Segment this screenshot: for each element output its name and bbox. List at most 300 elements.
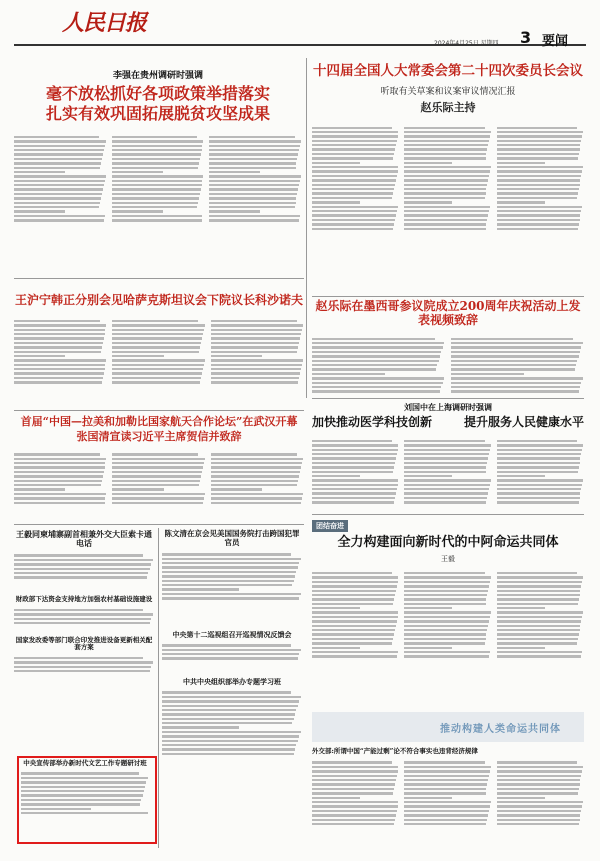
- text-line: [404, 629, 487, 631]
- commentary-byline: 王毅: [441, 554, 455, 563]
- text-line: [497, 590, 581, 592]
- text-line: [404, 192, 485, 194]
- section-divider: [14, 278, 304, 279]
- text-line: [112, 136, 197, 138]
- text-line: [497, 775, 582, 777]
- text-line: [14, 563, 151, 565]
- text-line: [312, 188, 394, 190]
- text-line: [404, 651, 490, 653]
- text-line: [14, 613, 153, 615]
- text-line: [112, 167, 198, 169]
- text-line: [14, 351, 101, 353]
- text-line: [14, 497, 105, 499]
- text-line: [209, 171, 260, 173]
- text-line: [312, 590, 396, 592]
- text-line: [14, 197, 101, 199]
- text-line: [112, 184, 202, 186]
- wang-han-body: [14, 318, 304, 414]
- text-line: [404, 201, 452, 203]
- text-line: [312, 788, 394, 790]
- text-line: [312, 475, 360, 477]
- section-divider: [14, 524, 304, 525]
- text-line: [14, 355, 65, 357]
- text-line: [162, 644, 291, 646]
- text-line: [14, 480, 102, 482]
- text-line: [497, 135, 583, 137]
- text-line: [211, 351, 298, 353]
- text-line: [451, 390, 579, 392]
- text-line: [404, 823, 486, 825]
- text-line: [162, 653, 299, 655]
- text-line: [497, 140, 582, 142]
- text-line: [312, 192, 393, 194]
- text-line: [497, 479, 583, 481]
- text-line: [312, 572, 392, 574]
- text-line: [312, 492, 396, 494]
- body-column: [312, 759, 399, 855]
- text-line: [112, 149, 202, 151]
- text-line: [312, 346, 443, 348]
- text-line: [162, 700, 299, 702]
- text-line: [112, 145, 203, 147]
- text-line: [497, 197, 577, 199]
- text-line: [497, 823, 579, 825]
- forum-story: [14, 416, 304, 531]
- text-line: [14, 368, 105, 370]
- text-line: [112, 188, 201, 190]
- text-line: [312, 488, 397, 490]
- text-line: [112, 372, 202, 374]
- text-line: [14, 333, 105, 335]
- text-line: [162, 713, 295, 715]
- text-line: [211, 355, 262, 357]
- text-line: [312, 598, 394, 600]
- text-line: [404, 462, 487, 464]
- text-line: [404, 444, 490, 446]
- text-line: [404, 633, 486, 635]
- text-line: [14, 576, 147, 578]
- text-line: [404, 228, 485, 230]
- body-column: [14, 609, 154, 625]
- text-line: [312, 633, 394, 635]
- text-line: [497, 633, 579, 635]
- text-line: [14, 153, 103, 155]
- text-line: [497, 219, 580, 221]
- text-line: [14, 462, 105, 464]
- medical-body: [312, 438, 584, 534]
- text-line: [312, 206, 398, 208]
- lead-body: [14, 134, 302, 266]
- text-line: [14, 364, 105, 366]
- text-line: [312, 360, 439, 362]
- text-line: [112, 364, 203, 366]
- highlighted-story: [21, 760, 149, 834]
- text-line: [209, 149, 299, 151]
- text-line: [312, 166, 398, 168]
- text-line: [312, 594, 395, 596]
- text-line: [404, 184, 487, 186]
- text-line: [404, 127, 484, 129]
- text-line: [209, 167, 295, 169]
- text-line: [497, 462, 580, 464]
- text-line: [211, 381, 299, 383]
- text-line: [312, 364, 437, 366]
- text-line: [404, 805, 490, 807]
- item-5-body: [162, 642, 302, 672]
- text-line: [162, 562, 299, 564]
- text-line: [14, 180, 105, 182]
- body-column: [312, 125, 399, 280]
- lead-headline-2: 扎实有效巩固拓展脱贫攻坚成果: [45, 104, 270, 124]
- text-line: [497, 484, 583, 486]
- body-column: [14, 657, 154, 673]
- text-line: [112, 337, 202, 339]
- text-line: [209, 219, 299, 221]
- text-line: [112, 342, 201, 344]
- text-line: [211, 471, 301, 473]
- text-line: [211, 488, 262, 490]
- text-line: [497, 449, 583, 451]
- text-line: [312, 484, 398, 486]
- item-3-body: [14, 607, 154, 633]
- text-line: [162, 691, 291, 693]
- text-line: [404, 471, 485, 473]
- text-line: [404, 219, 487, 221]
- item-6-body: [162, 689, 302, 789]
- lead-kicker: 李强在贵州调研时强调: [112, 71, 203, 81]
- text-line: [312, 801, 398, 803]
- npc-subheading: 听取有关草案和议案审议情况汇报: [380, 86, 516, 97]
- text-line: [211, 493, 303, 495]
- body-column: [162, 691, 302, 755]
- text-line: [404, 775, 489, 777]
- text-line: [112, 488, 163, 490]
- text-line: [14, 342, 103, 344]
- text-line: [211, 346, 299, 348]
- text-line: [312, 382, 443, 384]
- text-line: [497, 453, 582, 455]
- text-line: [209, 140, 301, 142]
- text-line: [14, 136, 99, 138]
- text-line: [312, 390, 440, 392]
- text-line: [497, 779, 581, 781]
- text-line: [112, 462, 203, 464]
- text-line: [497, 188, 579, 190]
- text-line: [404, 642, 484, 644]
- text-line: [211, 324, 303, 326]
- page-section-name: 要闻: [542, 34, 569, 49]
- text-line: [404, 779, 488, 781]
- text-line: [312, 766, 398, 768]
- text-line: [112, 158, 200, 160]
- text-line: [14, 149, 104, 151]
- text-line: [14, 324, 106, 326]
- body-column: [497, 438, 584, 534]
- text-line: [404, 797, 452, 799]
- text-line: [209, 153, 298, 155]
- text-line: [209, 136, 294, 138]
- text-line: [14, 162, 101, 164]
- text-line: [162, 735, 299, 737]
- text-line: [497, 206, 583, 208]
- body-column: [404, 570, 491, 700]
- text-line: [497, 638, 578, 640]
- text-line: [497, 761, 577, 763]
- text-line: [162, 593, 301, 595]
- text-line: [497, 214, 581, 216]
- text-line: [312, 223, 394, 225]
- text-line: [497, 629, 580, 631]
- text-line: [497, 471, 578, 473]
- item-5-headline: 中央第十二巡视组召开巡视情况反馈会: [172, 630, 292, 640]
- text-line: [14, 453, 100, 455]
- text-line: [451, 386, 580, 388]
- text-line: [404, 475, 452, 477]
- text-line: [14, 609, 143, 611]
- text-line: [209, 162, 296, 164]
- commentary-headline: 全力构建面向新时代的中阿命运共同体: [337, 535, 559, 550]
- text-line: [404, 492, 488, 494]
- body-column: [211, 451, 304, 531]
- column-divider: [306, 58, 307, 398]
- text-line: [497, 175, 582, 177]
- text-line: [497, 144, 581, 146]
- text-line: [211, 453, 297, 455]
- body-column: [211, 318, 304, 414]
- text-line: [404, 197, 484, 199]
- text-line: [162, 744, 296, 746]
- text-line: [497, 810, 582, 812]
- mfa-headline: 外交部:所谓中国“产能过剩”论不符合事实也违背经济规律: [312, 747, 478, 755]
- text-line: [112, 484, 199, 486]
- text-line: [112, 329, 203, 331]
- text-line: [209, 193, 297, 195]
- text-line: [497, 210, 582, 212]
- text-line: [14, 329, 105, 331]
- text-line: [497, 475, 545, 477]
- item-3-headline: 财政部下达资金支持地方加强农村基础设施建设: [15, 595, 153, 604]
- text-line: [14, 493, 106, 495]
- text-line: [497, 814, 581, 816]
- text-line: [312, 338, 435, 340]
- text-line: [312, 471, 393, 473]
- body-column: [404, 438, 491, 534]
- text-line: [14, 618, 151, 620]
- npc-story: [312, 64, 584, 280]
- text-line: [312, 603, 393, 605]
- text-line: [404, 585, 489, 587]
- text-line: [112, 219, 202, 221]
- text-line: [312, 449, 398, 451]
- text-line: [312, 135, 398, 137]
- text-line: [209, 210, 260, 212]
- text-line: [497, 184, 580, 186]
- text-line: [14, 666, 151, 668]
- text-line: [211, 377, 300, 379]
- text-line: [404, 590, 488, 592]
- text-line: [312, 373, 385, 375]
- text-line: [497, 497, 580, 499]
- text-line: [21, 790, 144, 792]
- text-line: [162, 588, 239, 590]
- text-line: [21, 777, 148, 779]
- text-line: [14, 171, 65, 173]
- text-line: [404, 766, 490, 768]
- text-line: [312, 585, 397, 587]
- text-line: [162, 566, 298, 568]
- text-line: [312, 351, 441, 353]
- text-line: [497, 466, 579, 468]
- text-line: [162, 597, 299, 599]
- text-line: [112, 497, 203, 499]
- text-line: [404, 819, 487, 821]
- text-line: [312, 629, 395, 631]
- text-line: [497, 153, 579, 155]
- section-divider: [14, 410, 304, 411]
- text-line: [209, 202, 295, 204]
- text-line: [112, 458, 204, 460]
- text-line: [21, 781, 146, 783]
- text-line: [497, 501, 579, 503]
- body-column: [162, 553, 302, 599]
- text-line: [497, 492, 581, 494]
- text-line: [162, 553, 291, 555]
- text-line: [497, 444, 583, 446]
- text-line: [14, 346, 102, 348]
- text-line: [312, 797, 360, 799]
- text-line: [14, 359, 106, 361]
- text-line: [404, 166, 490, 168]
- text-line: [312, 501, 394, 503]
- text-line: [112, 140, 204, 142]
- text-line: [14, 381, 102, 383]
- text-line: [112, 320, 198, 322]
- text-line: [497, 655, 582, 657]
- text-line: [211, 502, 302, 504]
- body-column: [312, 570, 399, 700]
- text-line: [211, 359, 303, 361]
- text-line: [404, 453, 489, 455]
- newspaper-logo: 人民日报: [62, 10, 147, 36]
- text-line: [404, 814, 488, 816]
- text-line: [312, 805, 398, 807]
- text-line: [14, 502, 105, 504]
- body-column: [112, 451, 205, 531]
- text-line: [404, 497, 487, 499]
- text-line: [497, 170, 583, 172]
- text-line: [312, 783, 395, 785]
- text-line: [312, 440, 392, 442]
- text-line: [14, 471, 104, 473]
- text-line: [404, 210, 489, 212]
- text-line: [14, 377, 103, 379]
- text-line: [312, 651, 398, 653]
- lead-headline-1: 毫不放松抓好各项政策举措落实: [45, 84, 270, 103]
- text-line: [209, 206, 294, 208]
- section-divider: [312, 296, 584, 297]
- text-line: [312, 814, 396, 816]
- text-line: [497, 576, 583, 578]
- text-line: [404, 440, 484, 442]
- text-line: [312, 770, 398, 772]
- text-line: [497, 179, 581, 181]
- text-line: [14, 193, 102, 195]
- text-line: [497, 192, 578, 194]
- npc-headline: 十四届全国人大常委会第二十四次委员长会议: [313, 63, 583, 79]
- text-line: [497, 166, 583, 168]
- text-line: [404, 581, 490, 583]
- text-line: [497, 228, 578, 230]
- text-line: [14, 559, 153, 561]
- text-line: [112, 162, 199, 164]
- text-line: [312, 355, 440, 357]
- wang-han-headline: 王沪宁韩正分别会见哈萨克斯坦议会下院议长科沙诺夫: [14, 293, 303, 307]
- text-line: [497, 805, 583, 807]
- text-line: [312, 453, 397, 455]
- text-line: [211, 329, 302, 331]
- text-line: [497, 488, 582, 490]
- text-line: [497, 440, 577, 442]
- text-line: [112, 480, 200, 482]
- text-line: [404, 188, 486, 190]
- text-line: [312, 775, 397, 777]
- text-line: [497, 585, 582, 587]
- text-line: [451, 360, 578, 362]
- text-line: [497, 162, 545, 164]
- text-line: [162, 558, 301, 560]
- column-badge: 团结奋进: [312, 520, 348, 532]
- text-line: [497, 620, 582, 622]
- text-line: [312, 620, 397, 622]
- text-line: [312, 457, 396, 459]
- text-line: [312, 131, 398, 133]
- zhao-headline: 赵乐际在墨西哥参议院成立200周年庆祝活动上发表视频致辞: [315, 299, 581, 327]
- body-column: [497, 570, 584, 700]
- text-line: [312, 368, 436, 370]
- text-line: [404, 214, 488, 216]
- masthead: [14, 4, 586, 49]
- text-line: [312, 210, 397, 212]
- text-line: [497, 572, 577, 574]
- text-line: [497, 651, 583, 653]
- text-line: [14, 215, 105, 217]
- text-line: [112, 493, 204, 495]
- text-line: [14, 572, 148, 574]
- text-line: [21, 808, 91, 810]
- medical-headline-2: 提升服务人民健康水平: [463, 415, 584, 429]
- text-line: [112, 355, 163, 357]
- text-line: [14, 206, 99, 208]
- text-line: [497, 819, 580, 821]
- text-line: [209, 175, 301, 177]
- text-line: [451, 338, 574, 340]
- text-line: [211, 342, 300, 344]
- text-line: [404, 179, 488, 181]
- text-line: [211, 372, 301, 374]
- text-line: [451, 351, 580, 353]
- item-6-headline: 中共中央组织部举办专题学习班: [183, 677, 281, 687]
- text-line: [404, 783, 487, 785]
- text-line: [21, 786, 145, 788]
- small-items-mid: [162, 530, 302, 789]
- text-line: [451, 377, 583, 379]
- text-line: [211, 320, 297, 322]
- text-line: [497, 598, 579, 600]
- text-line: [312, 179, 396, 181]
- text-line: [404, 655, 489, 657]
- text-line: [211, 466, 302, 468]
- body-column: [497, 125, 584, 280]
